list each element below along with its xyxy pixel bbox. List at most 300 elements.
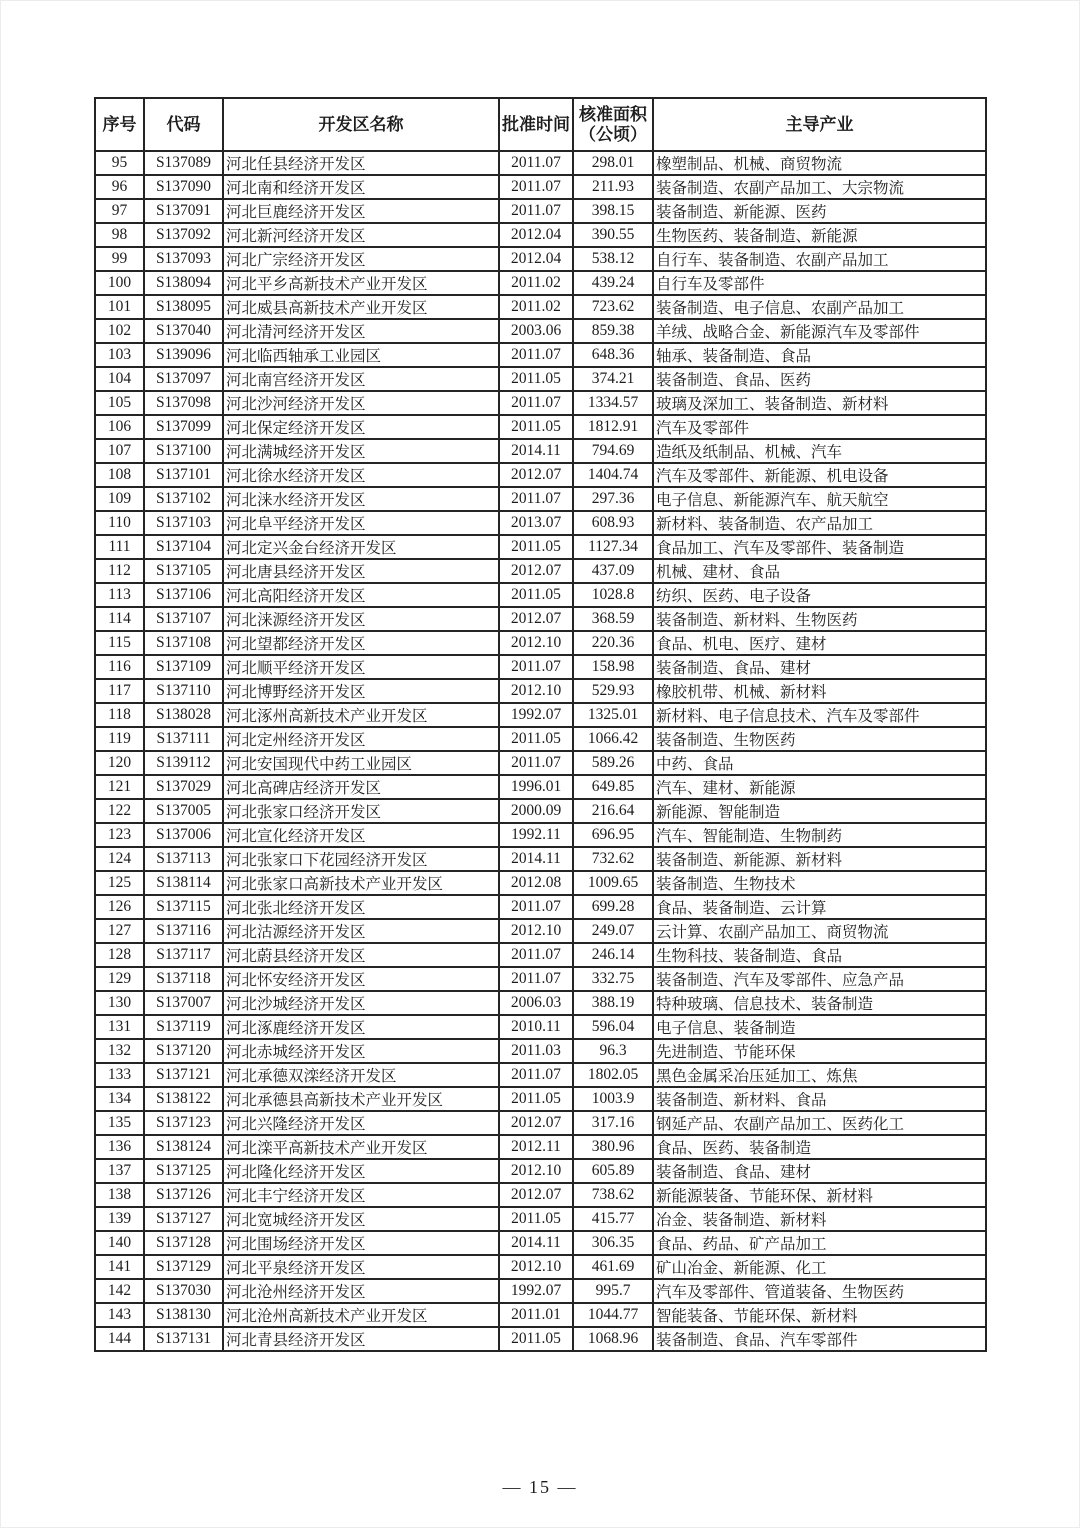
- row-industries-cell: 特种玻璃、信息技术、装备制造: [653, 991, 986, 1015]
- row-date-cell: 2011.07: [499, 1063, 573, 1087]
- row-area-cell: 1404.74: [573, 463, 653, 487]
- row-date-cell: 2011.07: [499, 967, 573, 991]
- row-name-cell: 河北唐县经济开发区: [223, 559, 499, 583]
- row-code-cell: S137123: [144, 1111, 223, 1135]
- row-date-cell: 2011.03: [499, 1039, 573, 1063]
- row-industries-cell: 装备制造、新能源、医药: [653, 199, 986, 223]
- row-date-cell: 2013.07: [499, 511, 573, 535]
- row-index-cell: 129: [95, 967, 144, 991]
- row-date-cell: 2012.10: [499, 1159, 573, 1183]
- row-industries-cell: 电子信息、新能源汽车、航天航空: [653, 487, 986, 511]
- row-industries-cell: 纺织、医药、电子设备: [653, 583, 986, 607]
- header-approval-date: 批准时间: [499, 98, 573, 151]
- row-name-cell: 河北博野经济开发区: [223, 679, 499, 703]
- header-area-line2: （公顷）: [579, 124, 647, 144]
- row-code-cell: S138028: [144, 703, 223, 727]
- row-area-cell: 1068.96: [573, 1327, 653, 1351]
- table-row: [95, 751, 986, 775]
- row-code-cell: S137097: [144, 367, 223, 391]
- row-industries-cell: 中药、食品: [653, 751, 986, 775]
- table-row: [95, 583, 986, 607]
- table-row: [95, 943, 986, 967]
- row-date-cell: 2014.11: [499, 1231, 573, 1255]
- row-industries-cell: 轴承、装备制造、食品: [653, 343, 986, 367]
- table-row: [95, 1135, 986, 1159]
- row-industries-cell: 智能装备、节能环保、新材料: [653, 1303, 986, 1327]
- row-industries-cell: 汽车、智能制造、生物制药: [653, 823, 986, 847]
- row-code-cell: S137100: [144, 439, 223, 463]
- row-name-cell: 河北张家口经济开发区: [223, 799, 499, 823]
- table-row: [95, 271, 986, 295]
- row-name-cell: 河北宣化经济开发区: [223, 823, 499, 847]
- table-row: [95, 991, 986, 1015]
- row-index-cell: 118: [95, 703, 144, 727]
- table-row: [95, 631, 986, 655]
- row-date-cell: 2011.05: [499, 1207, 573, 1231]
- table-row: [95, 1255, 986, 1279]
- row-area-cell: 1066.42: [573, 727, 653, 751]
- row-index-cell: 136: [95, 1135, 144, 1159]
- row-code-cell: S139112: [144, 751, 223, 775]
- row-date-cell: 2012.10: [499, 631, 573, 655]
- row-industries-cell: 羊绒、战略合金、新能源汽车及零部件: [653, 319, 986, 343]
- row-index-cell: 133: [95, 1063, 144, 1087]
- row-name-cell: 河北平乡高新技术产业开发区: [223, 271, 499, 295]
- row-index-cell: 99: [95, 247, 144, 271]
- row-area-cell: 1127.34: [573, 535, 653, 559]
- row-name-cell: 河北阜平经济开发区: [223, 511, 499, 535]
- row-industries-cell: 橡塑制品、机械、商贸物流: [653, 151, 986, 175]
- row-name-cell: 河北沙河经济开发区: [223, 391, 499, 415]
- row-name-cell: 河北南和经济开发区: [223, 175, 499, 199]
- row-date-cell: 2011.07: [499, 487, 573, 511]
- row-date-cell: 2011.07: [499, 151, 573, 175]
- row-industries-cell: 食品、装备制造、云计算: [653, 895, 986, 919]
- row-code-cell: S137115: [144, 895, 223, 919]
- table-row: [95, 1159, 986, 1183]
- row-index-cell: 128: [95, 943, 144, 967]
- row-code-cell: S137093: [144, 247, 223, 271]
- row-area-cell: 1334.57: [573, 391, 653, 415]
- row-industries-cell: 装备制造、新材料、食品: [653, 1087, 986, 1111]
- row-industries-cell: 玻璃及深加工、装备制造、新材料: [653, 391, 986, 415]
- table-row: [95, 1063, 986, 1087]
- row-code-cell: S137128: [144, 1231, 223, 1255]
- row-industries-cell: 自行车及零部件: [653, 271, 986, 295]
- row-date-cell: 2012.10: [499, 919, 573, 943]
- row-industries-cell: 装备制造、食品、建材: [653, 1159, 986, 1183]
- row-code-cell: S137103: [144, 511, 223, 535]
- table-row: [95, 559, 986, 583]
- row-area-cell: 380.96: [573, 1135, 653, 1159]
- row-industries-cell: 食品加工、汽车及零部件、装备制造: [653, 535, 986, 559]
- row-name-cell: 河北宽城经济开发区: [223, 1207, 499, 1231]
- row-code-cell: S137005: [144, 799, 223, 823]
- row-index-cell: 101: [95, 295, 144, 319]
- table-row: [95, 367, 986, 391]
- row-name-cell: 河北高碑店经济开发区: [223, 775, 499, 799]
- row-date-cell: 2011.07: [499, 751, 573, 775]
- row-index-cell: 96: [95, 175, 144, 199]
- row-area-cell: 461.69: [573, 1255, 653, 1279]
- row-name-cell: 河北张家口高新技术产业开发区: [223, 871, 499, 895]
- table-body: [95, 151, 986, 1351]
- row-index-cell: 143: [95, 1303, 144, 1327]
- row-industries-cell: 生物科技、装备制造、食品: [653, 943, 986, 967]
- row-code-cell: S137125: [144, 1159, 223, 1183]
- row-index-cell: 122: [95, 799, 144, 823]
- row-area-cell: 1009.65: [573, 871, 653, 895]
- row-index-cell: 106: [95, 415, 144, 439]
- row-code-cell: S137030: [144, 1279, 223, 1303]
- table-row: [95, 223, 986, 247]
- row-name-cell: 河北蔚县经济开发区: [223, 943, 499, 967]
- row-code-cell: S137092: [144, 223, 223, 247]
- row-name-cell: 河北张北经济开发区: [223, 895, 499, 919]
- row-area-cell: 529.93: [573, 679, 653, 703]
- row-name-cell: 河北兴隆经济开发区: [223, 1111, 499, 1135]
- table-row: [95, 1303, 986, 1327]
- row-industries-cell: 装备制造、汽车及零部件、应急产品: [653, 967, 986, 991]
- row-name-cell: 河北满城经济开发区: [223, 439, 499, 463]
- row-industries-cell: 装备制造、新材料、生物医药: [653, 607, 986, 631]
- row-index-cell: 115: [95, 631, 144, 655]
- table-row: [95, 151, 986, 175]
- row-code-cell: S137107: [144, 607, 223, 631]
- row-code-cell: S137098: [144, 391, 223, 415]
- row-date-cell: 2012.07: [499, 607, 573, 631]
- row-name-cell: 河北怀安经济开发区: [223, 967, 499, 991]
- row-name-cell: 河北威县高新技术产业开发区: [223, 295, 499, 319]
- row-area-cell: 696.95: [573, 823, 653, 847]
- row-name-cell: 河北保定经济开发区: [223, 415, 499, 439]
- row-industries-cell: 汽车及零部件: [653, 415, 986, 439]
- row-index-cell: 100: [95, 271, 144, 295]
- row-industries-cell: 矿山冶金、新能源、化工: [653, 1255, 986, 1279]
- table-row: [95, 607, 986, 631]
- table-row: [95, 247, 986, 271]
- row-name-cell: 河北围场经济开发区: [223, 1231, 499, 1255]
- row-code-cell: S137119: [144, 1015, 223, 1039]
- row-code-cell: S139096: [144, 343, 223, 367]
- table-row: [95, 823, 986, 847]
- row-code-cell: S137105: [144, 559, 223, 583]
- table-row: [95, 727, 986, 751]
- row-code-cell: S137109: [144, 655, 223, 679]
- row-date-cell: 2011.07: [499, 391, 573, 415]
- row-area-cell: 317.16: [573, 1111, 653, 1135]
- table-row: [95, 1279, 986, 1303]
- row-area-cell: 605.89: [573, 1159, 653, 1183]
- header-index: 序号: [95, 98, 144, 151]
- row-name-cell: 河北沧州经济开发区: [223, 1279, 499, 1303]
- row-area-cell: 649.85: [573, 775, 653, 799]
- row-name-cell: 河北高阳经济开发区: [223, 583, 499, 607]
- row-name-cell: 河北沽源经济开发区: [223, 919, 499, 943]
- row-industries-cell: 装备制造、生物医药: [653, 727, 986, 751]
- row-index-cell: 109: [95, 487, 144, 511]
- row-name-cell: 河北涞水经济开发区: [223, 487, 499, 511]
- row-area-cell: 96.3: [573, 1039, 653, 1063]
- row-date-cell: 2011.07: [499, 199, 573, 223]
- row-area-cell: 538.12: [573, 247, 653, 271]
- row-code-cell: S137131: [144, 1327, 223, 1351]
- row-area-cell: 1802.05: [573, 1063, 653, 1087]
- row-date-cell: 2012.07: [499, 1111, 573, 1135]
- row-area-cell: 298.01: [573, 151, 653, 175]
- row-area-cell: 859.38: [573, 319, 653, 343]
- row-industries-cell: 先进制造、节能环保: [653, 1039, 986, 1063]
- table-row: [95, 439, 986, 463]
- row-industries-cell: 云计算、农副产品加工、商贸物流: [653, 919, 986, 943]
- row-area-cell: 648.36: [573, 343, 653, 367]
- row-code-cell: S137104: [144, 535, 223, 559]
- row-date-cell: 2011.02: [499, 271, 573, 295]
- row-index-cell: 138: [95, 1183, 144, 1207]
- row-name-cell: 河北青县经济开发区: [223, 1327, 499, 1351]
- row-industries-cell: 装备制造、食品、建材: [653, 655, 986, 679]
- row-date-cell: 2014.11: [499, 439, 573, 463]
- row-code-cell: S137102: [144, 487, 223, 511]
- row-index-cell: 137: [95, 1159, 144, 1183]
- row-date-cell: 2011.05: [499, 1327, 573, 1351]
- row-index-cell: 121: [95, 775, 144, 799]
- row-name-cell: 河北巨鹿经济开发区: [223, 199, 499, 223]
- row-index-cell: 112: [95, 559, 144, 583]
- table-row: [95, 463, 986, 487]
- table-row: [95, 319, 986, 343]
- row-industries-cell: 机械、建材、食品: [653, 559, 986, 583]
- row-code-cell: S137116: [144, 919, 223, 943]
- row-date-cell: 1992.11: [499, 823, 573, 847]
- row-name-cell: 河北顺平经济开发区: [223, 655, 499, 679]
- row-industries-cell: 装备制造、生物技术: [653, 871, 986, 895]
- row-name-cell: 河北清河经济开发区: [223, 319, 499, 343]
- row-index-cell: 107: [95, 439, 144, 463]
- row-index-cell: 140: [95, 1231, 144, 1255]
- row-name-cell: 河北沙城经济开发区: [223, 991, 499, 1015]
- row-index-cell: 110: [95, 511, 144, 535]
- row-industries-cell: 造纸及纸制品、机械、汽车: [653, 439, 986, 463]
- row-code-cell: S137121: [144, 1063, 223, 1087]
- table-row: [95, 1327, 986, 1351]
- table-row: [95, 679, 986, 703]
- row-code-cell: S137127: [144, 1207, 223, 1231]
- row-name-cell: 河北涿鹿经济开发区: [223, 1015, 499, 1039]
- row-area-cell: 297.36: [573, 487, 653, 511]
- row-index-cell: 127: [95, 919, 144, 943]
- row-area-cell: 332.75: [573, 967, 653, 991]
- header-code: 代码: [144, 98, 223, 151]
- row-area-cell: 398.15: [573, 199, 653, 223]
- row-code-cell: S137007: [144, 991, 223, 1015]
- row-index-cell: 126: [95, 895, 144, 919]
- row-date-cell: 2011.05: [499, 415, 573, 439]
- row-index-cell: 120: [95, 751, 144, 775]
- table-row: [95, 295, 986, 319]
- row-index-cell: 123: [95, 823, 144, 847]
- row-date-cell: 2012.11: [499, 1135, 573, 1159]
- row-date-cell: 2010.11: [499, 1015, 573, 1039]
- row-name-cell: 河北涿州高新技术产业开发区: [223, 703, 499, 727]
- row-code-cell: S138124: [144, 1135, 223, 1159]
- row-industries-cell: 钢延产品、农副产品加工、医药化工: [653, 1111, 986, 1135]
- row-industries-cell: 装备制造、食品、汽车零部件: [653, 1327, 986, 1351]
- row-area-cell: 158.98: [573, 655, 653, 679]
- row-date-cell: 2012.10: [499, 679, 573, 703]
- row-index-cell: 111: [95, 535, 144, 559]
- row-code-cell: S137129: [144, 1255, 223, 1279]
- row-industries-cell: 电子信息、装备制造: [653, 1015, 986, 1039]
- row-area-cell: 738.62: [573, 1183, 653, 1207]
- table-row: [95, 655, 986, 679]
- row-index-cell: 130: [95, 991, 144, 1015]
- row-date-cell: 2011.07: [499, 343, 573, 367]
- table-row: [95, 199, 986, 223]
- table-row: [95, 1015, 986, 1039]
- table-header-row: [95, 98, 986, 151]
- row-date-cell: 2011.07: [499, 175, 573, 199]
- row-industries-cell: 食品、医药、装备制造: [653, 1135, 986, 1159]
- row-name-cell: 河北赤城经济开发区: [223, 1039, 499, 1063]
- row-code-cell: S138094: [144, 271, 223, 295]
- row-code-cell: S137110: [144, 679, 223, 703]
- row-date-cell: 2011.07: [499, 895, 573, 919]
- row-date-cell: 2003.06: [499, 319, 573, 343]
- page-number: — 15 —: [502, 1477, 578, 1497]
- row-code-cell: S137099: [144, 415, 223, 439]
- row-date-cell: 2012.04: [499, 223, 573, 247]
- row-area-cell: 437.09: [573, 559, 653, 583]
- row-name-cell: 河北丰宁经济开发区: [223, 1183, 499, 1207]
- row-area-cell: 723.62: [573, 295, 653, 319]
- row-industries-cell: 汽车及零部件、管道装备、生物医药: [653, 1279, 986, 1303]
- row-area-cell: 1812.91: [573, 415, 653, 439]
- table-row: [95, 1039, 986, 1063]
- row-date-cell: 2012.10: [499, 1255, 573, 1279]
- header-name: 开发区名称: [223, 98, 499, 151]
- row-area-cell: 368.59: [573, 607, 653, 631]
- row-industries-cell: 食品、药品、矿产品加工: [653, 1231, 986, 1255]
- row-date-cell: 2014.11: [499, 847, 573, 871]
- row-area-cell: 439.24: [573, 271, 653, 295]
- row-date-cell: 2011.07: [499, 655, 573, 679]
- row-index-cell: 139: [95, 1207, 144, 1231]
- row-name-cell: 河北张家口下花园经济开发区: [223, 847, 499, 871]
- table-row: [95, 919, 986, 943]
- row-date-cell: 2011.01: [499, 1303, 573, 1327]
- row-code-cell: S137111: [144, 727, 223, 751]
- row-industries-cell: 黑色金属采冶压延加工、炼焦: [653, 1063, 986, 1087]
- header-area-line1: 核准面积: [579, 104, 647, 124]
- row-name-cell: 河北承德双滦经济开发区: [223, 1063, 499, 1087]
- row-name-cell: 河北徐水经济开发区: [223, 463, 499, 487]
- row-industries-cell: 新能源装备、节能环保、新材料: [653, 1183, 986, 1207]
- row-index-cell: 141: [95, 1255, 144, 1279]
- row-index-cell: 134: [95, 1087, 144, 1111]
- row-industries-cell: 汽车及零部件、新能源、机电设备: [653, 463, 986, 487]
- row-code-cell: S137118: [144, 967, 223, 991]
- table-row: [95, 1087, 986, 1111]
- row-date-cell: 2006.03: [499, 991, 573, 1015]
- row-name-cell: 河北平泉经济开发区: [223, 1255, 499, 1279]
- development-zones-table: [94, 97, 987, 1352]
- row-name-cell: 河北南宫经济开发区: [223, 367, 499, 391]
- row-date-cell: 2012.07: [499, 559, 573, 583]
- table-row: [95, 415, 986, 439]
- row-area-cell: 1003.9: [573, 1087, 653, 1111]
- row-code-cell: S138114: [144, 871, 223, 895]
- row-index-cell: 104: [95, 367, 144, 391]
- row-date-cell: 2011.07: [499, 943, 573, 967]
- table-row: [95, 511, 986, 535]
- row-index-cell: 114: [95, 607, 144, 631]
- row-name-cell: 河北安国现代中药工业园区: [223, 751, 499, 775]
- row-index-cell: 97: [95, 199, 144, 223]
- row-date-cell: 2012.08: [499, 871, 573, 895]
- row-area-cell: 596.04: [573, 1015, 653, 1039]
- row-index-cell: 116: [95, 655, 144, 679]
- row-area-cell: 1028.8: [573, 583, 653, 607]
- row-code-cell: S137090: [144, 175, 223, 199]
- row-name-cell: 河北临西轴承工业园区: [223, 343, 499, 367]
- row-date-cell: 2000.09: [499, 799, 573, 823]
- row-industries-cell: 自行车、装备制造、农副产品加工: [653, 247, 986, 271]
- row-name-cell: 河北沧州高新技术产业开发区: [223, 1303, 499, 1327]
- row-name-cell: 河北望都经济开发区: [223, 631, 499, 655]
- table-row: [95, 703, 986, 727]
- row-date-cell: 1996.01: [499, 775, 573, 799]
- row-index-cell: 131: [95, 1015, 144, 1039]
- table-row: [95, 799, 986, 823]
- row-index-cell: 125: [95, 871, 144, 895]
- table-row: [95, 1111, 986, 1135]
- row-index-cell: 132: [95, 1039, 144, 1063]
- row-code-cell: S137113: [144, 847, 223, 871]
- row-date-cell: 2012.07: [499, 1183, 573, 1207]
- row-area-cell: 211.93: [573, 175, 653, 199]
- row-industries-cell: 冶金、装备制造、新材料: [653, 1207, 986, 1231]
- row-date-cell: 2011.05: [499, 583, 573, 607]
- row-area-cell: 246.14: [573, 943, 653, 967]
- row-area-cell: 415.77: [573, 1207, 653, 1231]
- row-date-cell: 2011.05: [499, 1087, 573, 1111]
- table-row: [95, 1231, 986, 1255]
- row-index-cell: 105: [95, 391, 144, 415]
- row-date-cell: 2012.04: [499, 247, 573, 271]
- row-area-cell: 699.28: [573, 895, 653, 919]
- table-row: [95, 1183, 986, 1207]
- row-industries-cell: 装备制造、农副产品加工、大宗物流: [653, 175, 986, 199]
- row-name-cell: 河北隆化经济开发区: [223, 1159, 499, 1183]
- row-name-cell: 河北滦平高新技术产业开发区: [223, 1135, 499, 1159]
- row-area-cell: 374.21: [573, 367, 653, 391]
- row-code-cell: S137101: [144, 463, 223, 487]
- row-name-cell: 河北定兴金台经济开发区: [223, 535, 499, 559]
- table-row: [95, 895, 986, 919]
- row-code-cell: S137117: [144, 943, 223, 967]
- row-area-cell: 589.26: [573, 751, 653, 775]
- row-area-cell: 220.36: [573, 631, 653, 655]
- row-area-cell: 216.64: [573, 799, 653, 823]
- row-index-cell: 124: [95, 847, 144, 871]
- row-area-cell: 1325.01: [573, 703, 653, 727]
- row-industries-cell: 新能源、智能制造: [653, 799, 986, 823]
- row-area-cell: 1044.77: [573, 1303, 653, 1327]
- row-area-cell: 388.19: [573, 991, 653, 1015]
- row-name-cell: 河北承德县高新技术产业开发区: [223, 1087, 499, 1111]
- table-row: [95, 391, 986, 415]
